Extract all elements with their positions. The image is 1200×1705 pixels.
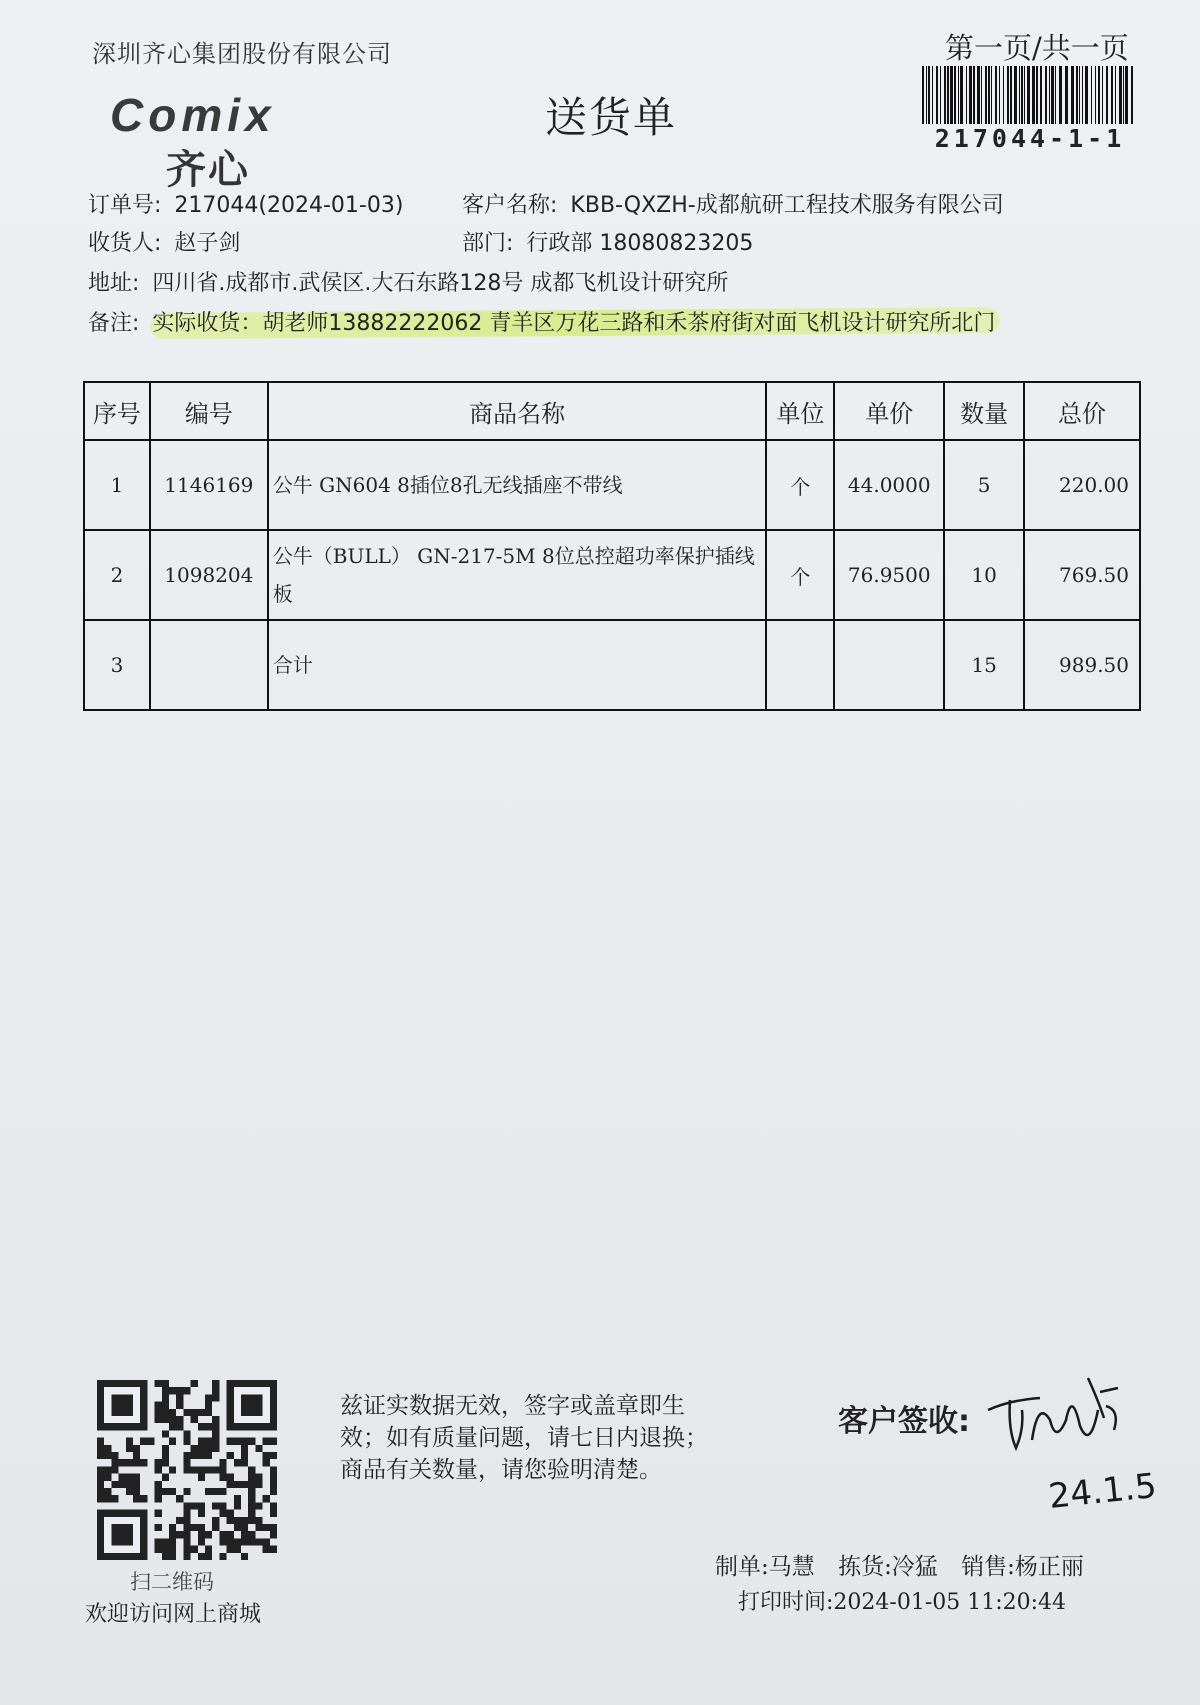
cell-name: 公牛 GN604 8插位8孔无线插座不带线 <box>268 440 767 530</box>
table-header-row <box>84 382 1140 440</box>
items-table <box>83 381 1141 711</box>
cell-no: 1 <box>84 440 150 530</box>
cell-unit: 个 <box>766 530 834 620</box>
address-value: 四川省.成都市.武侯区.大石东路128号 成都飞机设计研究所 <box>152 271 729 296</box>
cell-price: 76.9500 <box>834 530 944 620</box>
cell-name: 公牛（BULL） GN-217-5M 8位总控超功率保护插线板 <box>268 530 767 620</box>
notice-text: 兹证实数据无效，签字或盖章即生 效；如有质量问题，请七日内退换； 商品有关数量，请您验明清楚。 <box>340 1393 708 1483</box>
cell-code: 1146169 <box>150 440 268 530</box>
order-number-value: 217044(2024-01-03) <box>174 193 404 218</box>
cell-no: 2 <box>84 530 150 620</box>
qr-caption-mall: 欢迎访问网上商城 <box>85 1602 262 1627</box>
cell-total: 769.50 <box>1024 530 1140 620</box>
receiver-value: 赵子剑 <box>174 231 241 256</box>
comix-logo <box>110 88 276 193</box>
cell-unit <box>766 620 834 710</box>
cell-no: 3 <box>84 620 150 710</box>
cell-code <box>150 620 268 710</box>
logo-text-en: Comix <box>110 89 276 141</box>
barcode-number: 217044-1-1 <box>934 124 1126 153</box>
cell-price: 44.0000 <box>834 440 944 530</box>
header-name: 商品名称 <box>268 382 767 440</box>
department-label: 部门: <box>462 231 514 256</box>
table-row <box>84 620 1140 710</box>
header-no: 序号 <box>84 382 150 440</box>
qr-code-icon <box>97 1380 277 1560</box>
cell-name: 合计 <box>268 620 767 710</box>
cell-total: 989.50 <box>1024 620 1140 710</box>
cell-code: 1098204 <box>150 530 268 620</box>
cell-qty: 5 <box>944 440 1024 530</box>
order-number-field <box>88 188 403 219</box>
sales: 销售:杨正丽 <box>961 1554 1084 1580</box>
cell-qty: 10 <box>944 530 1024 620</box>
page-indicator: 第一页/共一页 <box>945 31 1129 65</box>
customer-value: KBB-QXZH-成都航研工程技术服务有限公司 <box>570 193 1004 218</box>
logo-text-cn: 齐心 <box>166 147 250 193</box>
table-row <box>84 440 1140 530</box>
cell-qty: 15 <box>944 620 1024 710</box>
customer-sign-label: 客户签收: <box>838 1404 970 1439</box>
table-row <box>84 530 1140 620</box>
remark-field <box>88 306 995 337</box>
print-time: 打印时间:2024-01-05 11:20:44 <box>738 1590 1067 1615</box>
receiver-field <box>88 226 240 257</box>
staff-line <box>715 1548 1100 1581</box>
customer-label: 客户名称: <box>462 193 558 218</box>
remark-label: 备注: <box>88 311 140 336</box>
order-number-label: 订单号: <box>88 193 162 218</box>
header-price: 单价 <box>834 382 944 440</box>
department-value: 行政部 18080823205 <box>526 231 754 256</box>
maker: 制单:马慧 <box>715 1554 815 1580</box>
handwritten-signature <box>980 1370 1160 1520</box>
header-code: 编号 <box>150 382 268 440</box>
signature-date: 24.1.5 <box>1046 1465 1159 1517</box>
cell-total: 220.00 <box>1024 440 1140 530</box>
cell-unit: 个 <box>766 440 834 530</box>
customer-field <box>462 188 1004 219</box>
qr-caption: 扫二维码 <box>130 1570 214 1594</box>
address-field <box>88 266 728 297</box>
receiver-label: 收货人: <box>88 231 162 256</box>
document-title: 送货单 <box>545 93 678 142</box>
remark-value: 实际收货：胡老师13882222062 青羊区万花三路和禾茶府街对面飞机设计研究所北门 <box>152 311 996 336</box>
barcode-icon <box>920 66 1140 124</box>
header-unit: 单位 <box>766 382 834 440</box>
cell-price <box>834 620 944 710</box>
address-label: 地址: <box>88 271 140 296</box>
header-qty: 数量 <box>944 382 1024 440</box>
department-field <box>462 226 753 257</box>
company-name: 深圳齐心集团股份有限公司 <box>92 40 392 68</box>
picker: 拣货:冷猛 <box>838 1554 938 1580</box>
header-total: 总价 <box>1024 382 1140 440</box>
